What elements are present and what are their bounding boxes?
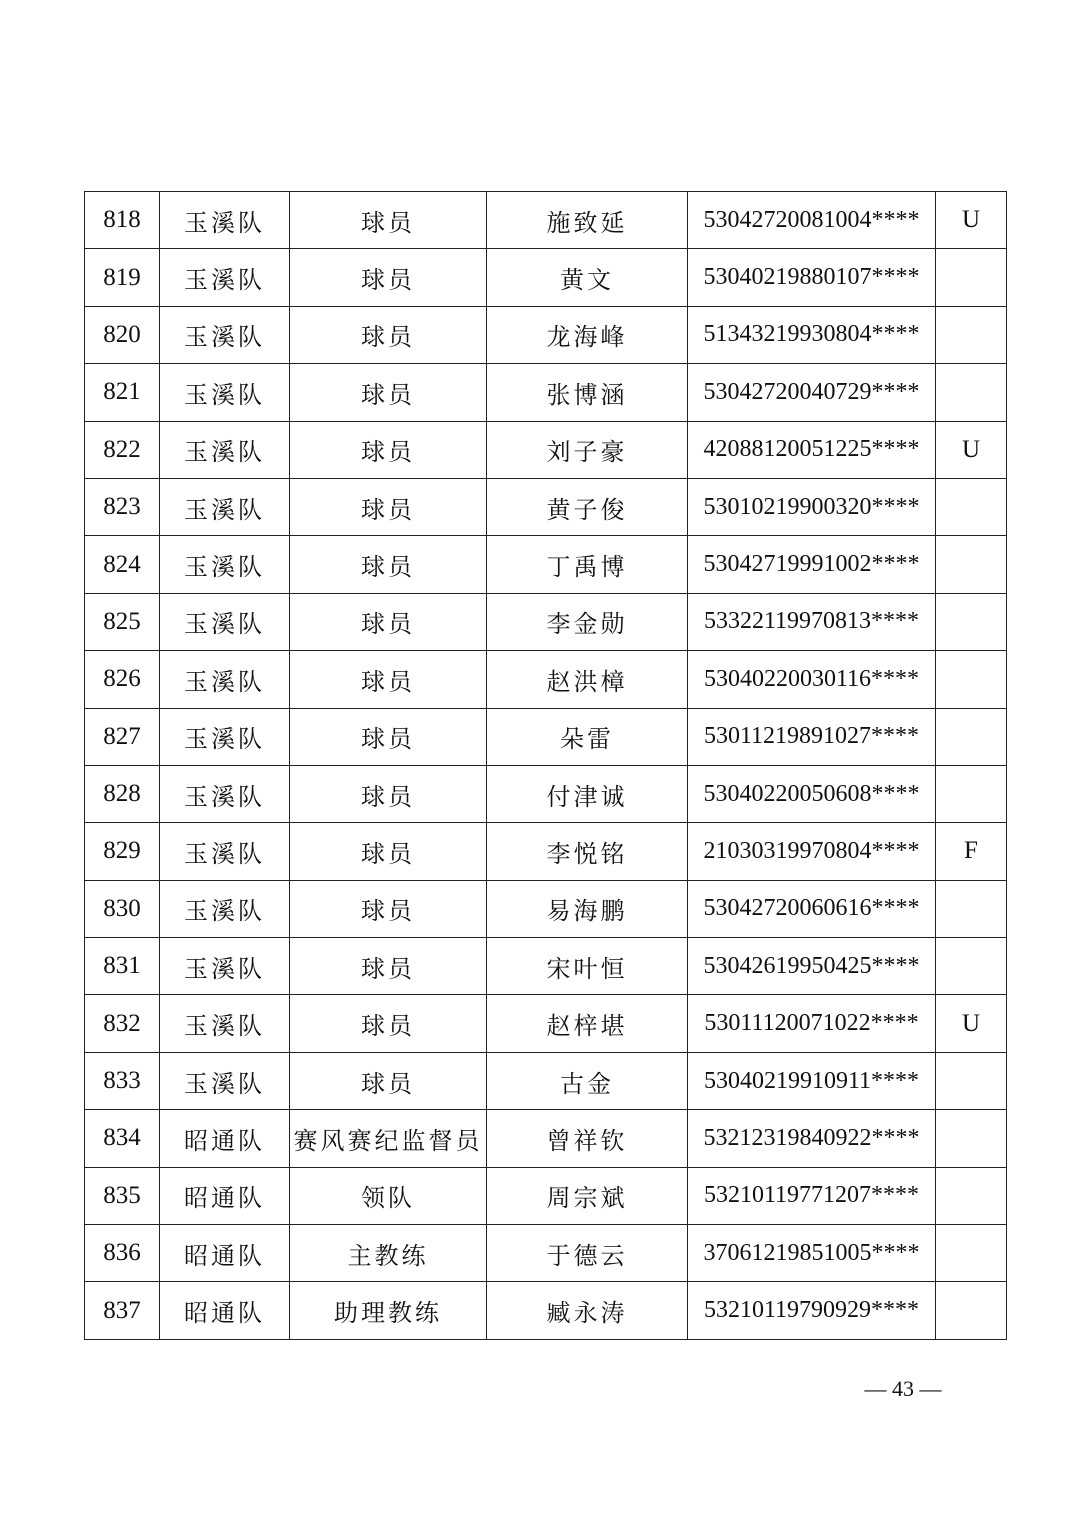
cell-name: 臧永涛: [487, 1282, 688, 1339]
table-row: [85, 995, 1007, 1052]
cell-role: 球员: [290, 708, 487, 765]
cell-note: [936, 306, 1007, 363]
cell-team: 昭通队: [160, 1282, 290, 1339]
table-row: [85, 651, 1007, 708]
cell-number: 823: [85, 478, 160, 535]
cell-team: 玉溪队: [160, 765, 290, 822]
cell-id-number: 21030319970804****: [688, 823, 936, 880]
cell-role: 球员: [290, 1052, 487, 1109]
cell-name: 刘子豪: [487, 421, 688, 478]
table-row: [85, 823, 1007, 880]
cell-note: [936, 478, 1007, 535]
cell-note: [936, 1225, 1007, 1282]
cell-team: 玉溪队: [160, 192, 290, 249]
cell-name: 易海鹏: [487, 880, 688, 937]
cell-role: 球员: [290, 938, 487, 995]
cell-number: 836: [85, 1225, 160, 1282]
cell-id-number: 53040219880107****: [688, 249, 936, 306]
cell-id-number: 53010219900320****: [688, 478, 936, 535]
cell-team: 玉溪队: [160, 593, 290, 650]
cell-note: [936, 1167, 1007, 1224]
table-row: [85, 192, 1007, 249]
cell-id-number: 53042619950425****: [688, 938, 936, 995]
cell-role: 球员: [290, 306, 487, 363]
cell-role: 球员: [290, 192, 487, 249]
cell-note: [936, 536, 1007, 593]
cell-note: [936, 249, 1007, 306]
cell-name: 赵梓堪: [487, 995, 688, 1052]
cell-number: 834: [85, 1110, 160, 1167]
cell-number: 837: [85, 1282, 160, 1339]
cell-name: 施致延: [487, 192, 688, 249]
cell-team: 玉溪队: [160, 249, 290, 306]
cell-role: 领队: [290, 1167, 487, 1224]
cell-note: [936, 1052, 1007, 1109]
cell-team: 玉溪队: [160, 880, 290, 937]
cell-name: 周宗斌: [487, 1167, 688, 1224]
cell-team: 玉溪队: [160, 536, 290, 593]
cell-note: [936, 1282, 1007, 1339]
cell-role: 主教练: [290, 1225, 487, 1282]
cell-team: 玉溪队: [160, 651, 290, 708]
cell-number: 833: [85, 1052, 160, 1109]
cell-role: 球员: [290, 823, 487, 880]
cell-id-number: 53042720060616****: [688, 880, 936, 937]
cell-number: 825: [85, 593, 160, 650]
cell-role: 球员: [290, 364, 487, 421]
cell-number: 831: [85, 938, 160, 995]
cell-id-number: 51343219930804****: [688, 306, 936, 363]
cell-id-number: 53042720081004****: [688, 192, 936, 249]
cell-id-number: 42088120051225****: [688, 421, 936, 478]
cell-number: 822: [85, 421, 160, 478]
cell-number: 826: [85, 651, 160, 708]
cell-team: 昭通队: [160, 1110, 290, 1167]
cell-number: 821: [85, 364, 160, 421]
cell-note: [936, 708, 1007, 765]
cell-id-number: 53040219910911****: [688, 1052, 936, 1109]
cell-id-number: 37061219851005****: [688, 1225, 936, 1282]
page-number: — 43 —: [864, 1376, 942, 1401]
table-row: [85, 249, 1007, 306]
cell-team: 玉溪队: [160, 995, 290, 1052]
cell-team: 玉溪队: [160, 708, 290, 765]
table-row: [85, 1167, 1007, 1224]
cell-role: 球员: [290, 421, 487, 478]
cell-team: 玉溪队: [160, 478, 290, 535]
cell-team: 玉溪队: [160, 823, 290, 880]
table-row: [85, 1225, 1007, 1282]
cell-role: 球员: [290, 478, 487, 535]
cell-note: F: [936, 823, 1007, 880]
cell-role: 球员: [290, 995, 487, 1052]
cell-name: 赵洪樟: [487, 651, 688, 708]
table-row: [85, 1282, 1007, 1339]
cell-id-number: 53210119771207****: [688, 1167, 936, 1224]
cell-role: 球员: [290, 651, 487, 708]
cell-name: 黄文: [487, 249, 688, 306]
cell-role: 球员: [290, 536, 487, 593]
table-row: [85, 364, 1007, 421]
cell-number: 824: [85, 536, 160, 593]
table-row: [85, 478, 1007, 535]
table-row: [85, 880, 1007, 937]
table-row: [85, 938, 1007, 995]
table-row: [85, 765, 1007, 822]
cell-note: U: [936, 192, 1007, 249]
cell-name: 龙海峰: [487, 306, 688, 363]
cell-id-number: 53042719991002****: [688, 536, 936, 593]
cell-id-number: 53011219891027****: [688, 708, 936, 765]
cell-id-number: 53040220030116****: [688, 651, 936, 708]
cell-team: 玉溪队: [160, 364, 290, 421]
cell-role: 球员: [290, 249, 487, 306]
cell-role: 球员: [290, 593, 487, 650]
cell-number: 829: [85, 823, 160, 880]
cell-role: 助理教练: [290, 1282, 487, 1339]
table-row: [85, 536, 1007, 593]
roster-table: [84, 191, 1007, 1340]
cell-id-number: 53040220050608****: [688, 765, 936, 822]
cell-role: 球员: [290, 880, 487, 937]
roster-table-body: [85, 192, 1007, 1340]
cell-number: 830: [85, 880, 160, 937]
cell-name: 古金: [487, 1052, 688, 1109]
cell-note: [936, 765, 1007, 822]
table-row: [85, 708, 1007, 765]
table-row: [85, 1110, 1007, 1167]
cell-id-number: 53322119970813****: [688, 593, 936, 650]
cell-team: 玉溪队: [160, 421, 290, 478]
cell-name: 李悦铭: [487, 823, 688, 880]
cell-id-number: 53210119790929****: [688, 1282, 936, 1339]
cell-note: [936, 938, 1007, 995]
cell-note: [936, 651, 1007, 708]
cell-team: 玉溪队: [160, 938, 290, 995]
cell-note: U: [936, 421, 1007, 478]
cell-name: 丁禹博: [487, 536, 688, 593]
cell-team: 玉溪队: [160, 306, 290, 363]
cell-note: U: [936, 995, 1007, 1052]
cell-number: 818: [85, 192, 160, 249]
cell-number: 832: [85, 995, 160, 1052]
cell-note: [936, 364, 1007, 421]
cell-team: 玉溪队: [160, 1052, 290, 1109]
cell-team: 昭通队: [160, 1225, 290, 1282]
cell-note: [936, 880, 1007, 937]
cell-note: [936, 1110, 1007, 1167]
cell-name: 黄子俊: [487, 478, 688, 535]
cell-name: 于德云: [487, 1225, 688, 1282]
table-row: [85, 1052, 1007, 1109]
cell-name: 付津诚: [487, 765, 688, 822]
cell-number: 820: [85, 306, 160, 363]
cell-id-number: 53042720040729****: [688, 364, 936, 421]
cell-id-number: 53212319840922****: [688, 1110, 936, 1167]
table-row: [85, 421, 1007, 478]
cell-team: 昭通队: [160, 1167, 290, 1224]
cell-name: 李金勋: [487, 593, 688, 650]
cell-role: 球员: [290, 765, 487, 822]
table-row: [85, 593, 1007, 650]
cell-role: 赛风赛纪监督员: [290, 1110, 487, 1167]
cell-number: 819: [85, 249, 160, 306]
cell-name: 朵雷: [487, 708, 688, 765]
cell-name: 张博涵: [487, 364, 688, 421]
table-row: [85, 306, 1007, 363]
cell-number: 827: [85, 708, 160, 765]
cell-name: 曾祥钦: [487, 1110, 688, 1167]
cell-note: [936, 593, 1007, 650]
cell-number: 828: [85, 765, 160, 822]
cell-name: 宋叶恒: [487, 938, 688, 995]
cell-id-number: 53011120071022****: [688, 995, 936, 1052]
cell-number: 835: [85, 1167, 160, 1224]
